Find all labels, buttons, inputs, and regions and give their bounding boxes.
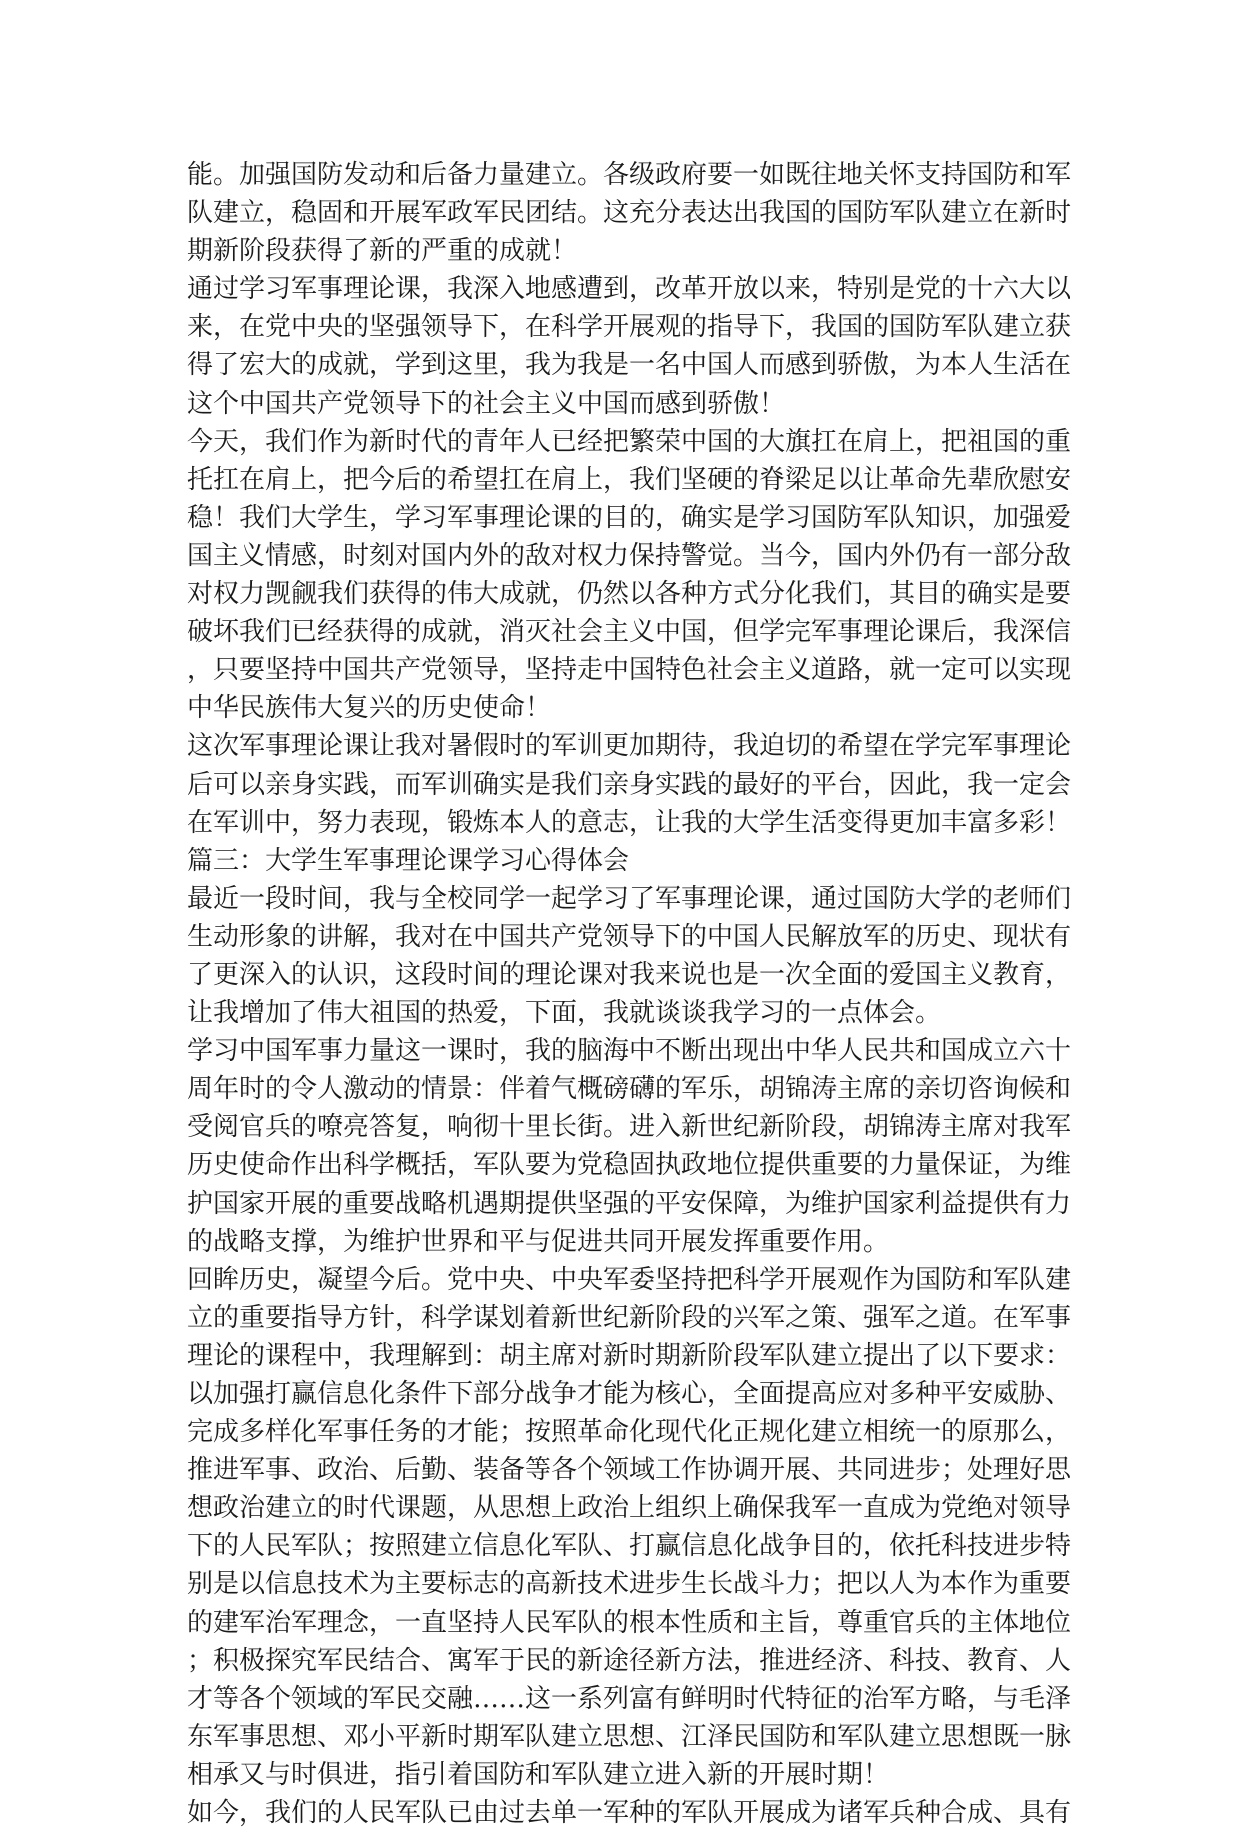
text-line: 了更深入的认识，这段时间的理论课对我来说也是一次全面的爱国主义教育，	[187, 959, 1072, 990]
text-line: 中华民族伟大复兴的历史使命！	[187, 693, 552, 724]
text-line: 这个中国共产党领导下的社会主义中国而感到骄傲！	[187, 388, 786, 419]
text-line: 以加强打赢信息化条件下部分战争才能为核心，全面提高应对多种平安威胁、	[187, 1379, 1072, 1409]
text-line: 通过学习军事理论课，我深入地感遭到，改革开放以来，特别是党的十六大以	[187, 274, 1072, 305]
text-line: 护国家开展的重要战略机遇期提供坚强的平安保障，为维护国家利益提供有力	[187, 1188, 1072, 1219]
text-line: 回眸历史，凝望今后。党中央、中央军委坚持把科学开展观作为国防和军队建	[187, 1264, 1072, 1295]
text-line: 推进军事、政治、后勤、装备等各个领域工作协调开展、共同进步；处理好思	[187, 1455, 1072, 1486]
text-line: 完成多样化军事任务的才能；按照革命化现代化正规化建立相统一的原那么，	[187, 1417, 1072, 1448]
text-line: ；积极探究军民结合、寓军于民的新途径新方法，推进经济、科技、教育、人	[187, 1645, 1072, 1676]
text-line: 如今，我们的人民军队已由过去单一军种的军队开展成为诸军兵种合成、具有	[187, 1798, 1072, 1829]
text-line: 生动形象的讲解，我对在中国共产党领导下的中国人民解放军的历史、现状有	[187, 921, 1072, 952]
text-line: 能。加强国防发动和后备力量建立。各级政府要一如既往地关怀支持国防和军	[187, 160, 1072, 190]
text-line: 破坏我们已经获得的成就，消灭社会主义中国，但学完军事理论课后，我深信	[187, 617, 1072, 648]
section-heading: 篇三：大学生军事理论课学习心得体会	[187, 845, 630, 876]
text-line: 在军训中，努力表现，锻炼本人的意志，让我的大学生活变得更加丰富多彩！	[187, 807, 1072, 838]
body-text	[187, 156, 1072, 1832]
text-line: 今天，我们作为新时代的青年人已经把繁荣中国的大旗扛在肩上，把祖国的重	[187, 426, 1072, 457]
text-line: 期新阶段获得了新的严重的成就！	[187, 236, 578, 267]
text-line: 这次军事理论课让我对暑假时的军训更加期待，我迫切的希望在学完军事理论	[187, 731, 1072, 762]
text-line: 想政治建立的时代课题，从思想上政治上组织上确保我军一直成为党绝对领导	[187, 1493, 1072, 1524]
text-line: 理论的课程中，我理解到：胡主席对新时期新阶段军队建立提出了以下要求：	[187, 1340, 1072, 1371]
text-line: 稳！我们大学生，学习军事理论课的目的，确实是学习国防军队知识，加强爱	[187, 502, 1072, 533]
text-line: 受阅官兵的嘹亮答复，响彻十里长街。进入新世纪新阶段，胡锦涛主席对我军	[187, 1112, 1072, 1143]
text-line: 对权力觊觎我们获得的伟大成就，仍然以各种方式分化我们，其目的确实是要	[187, 579, 1072, 610]
text-line: 相承又与时俱进，指引着国防和军队建立进入新的开展时期！	[187, 1759, 890, 1790]
text-line: 托扛在肩上，把今后的希望扛在肩上，我们坚硬的脊梁足以让革命先辈欣慰安	[187, 464, 1072, 495]
text-line: 队建立，稳固和开展军政军民团结。这充分表达出我国的国防军队建立在新时	[187, 198, 1072, 229]
text-line: 历史使命作出科学概括，军队要为党稳固执政地位提供重要的力量保证，为维	[187, 1150, 1072, 1181]
text-line: 后可以亲身实践，而军训确实是我们亲身实践的最好的平台，因此，我一定会	[187, 769, 1072, 800]
text-line: 立的重要指导方针，科学谋划着新世纪新阶段的兴军之策、强军之道。在军事	[187, 1302, 1072, 1333]
text-line: 东军事思想、邓小平新时期军队建立思想、江泽民国防和军队建立思想既一脉	[187, 1721, 1072, 1752]
text-line: 别是以信息技术为主要标志的高新技术进步生长战斗力；把以人为本作为重要	[187, 1569, 1072, 1600]
text-line: 最近一段时间，我与全校同学一起学习了军事理论课，通过国防大学的老师们	[187, 883, 1072, 914]
text-line: 的战略支撑，为维护世界和平与促进共同开展发挥重要作用。	[187, 1226, 890, 1257]
text-line: 得了宏大的成就，学到这里，我为我是一名中国人而感到骄傲，为本人生活在	[187, 350, 1072, 381]
text-line: ，只要坚持中国共产党领导，坚持走中国特色社会主义道路，就一定可以实现	[187, 655, 1072, 686]
text-line: 来，在党中央的坚强领导下，在科学开展观的指导下，我国的国防军队建立获	[187, 312, 1072, 343]
text-line: 下的人民军队；按照建立信息化军队、打赢信息化战争目的，依托科技进步特	[187, 1531, 1072, 1562]
text-line: 周年时的令人激动的情景：伴着气概磅礴的军乐，胡锦涛主席的亲切咨询候和	[187, 1074, 1072, 1105]
text-line: 国主义情感，时刻对国内外的敌对权力保持警觉。当今，国内外仍有一部分敌	[187, 540, 1072, 571]
text-line: 学习中国军事力量这一课时，我的脑海中不断出现出中华人民共和国成立六十	[187, 1036, 1072, 1067]
text-line: 让我增加了伟大祖国的热爱，下面，我就谈谈我学习的一点体会。	[187, 998, 942, 1029]
text-line: 的建军治军理念，一直坚持人民军队的根本性质和主旨，尊重官兵的主体地位	[187, 1607, 1072, 1638]
text-line: 才等各个领域的军民交融……这一系列富有鲜明时代特征的治军方略，与毛泽	[187, 1683, 1072, 1714]
